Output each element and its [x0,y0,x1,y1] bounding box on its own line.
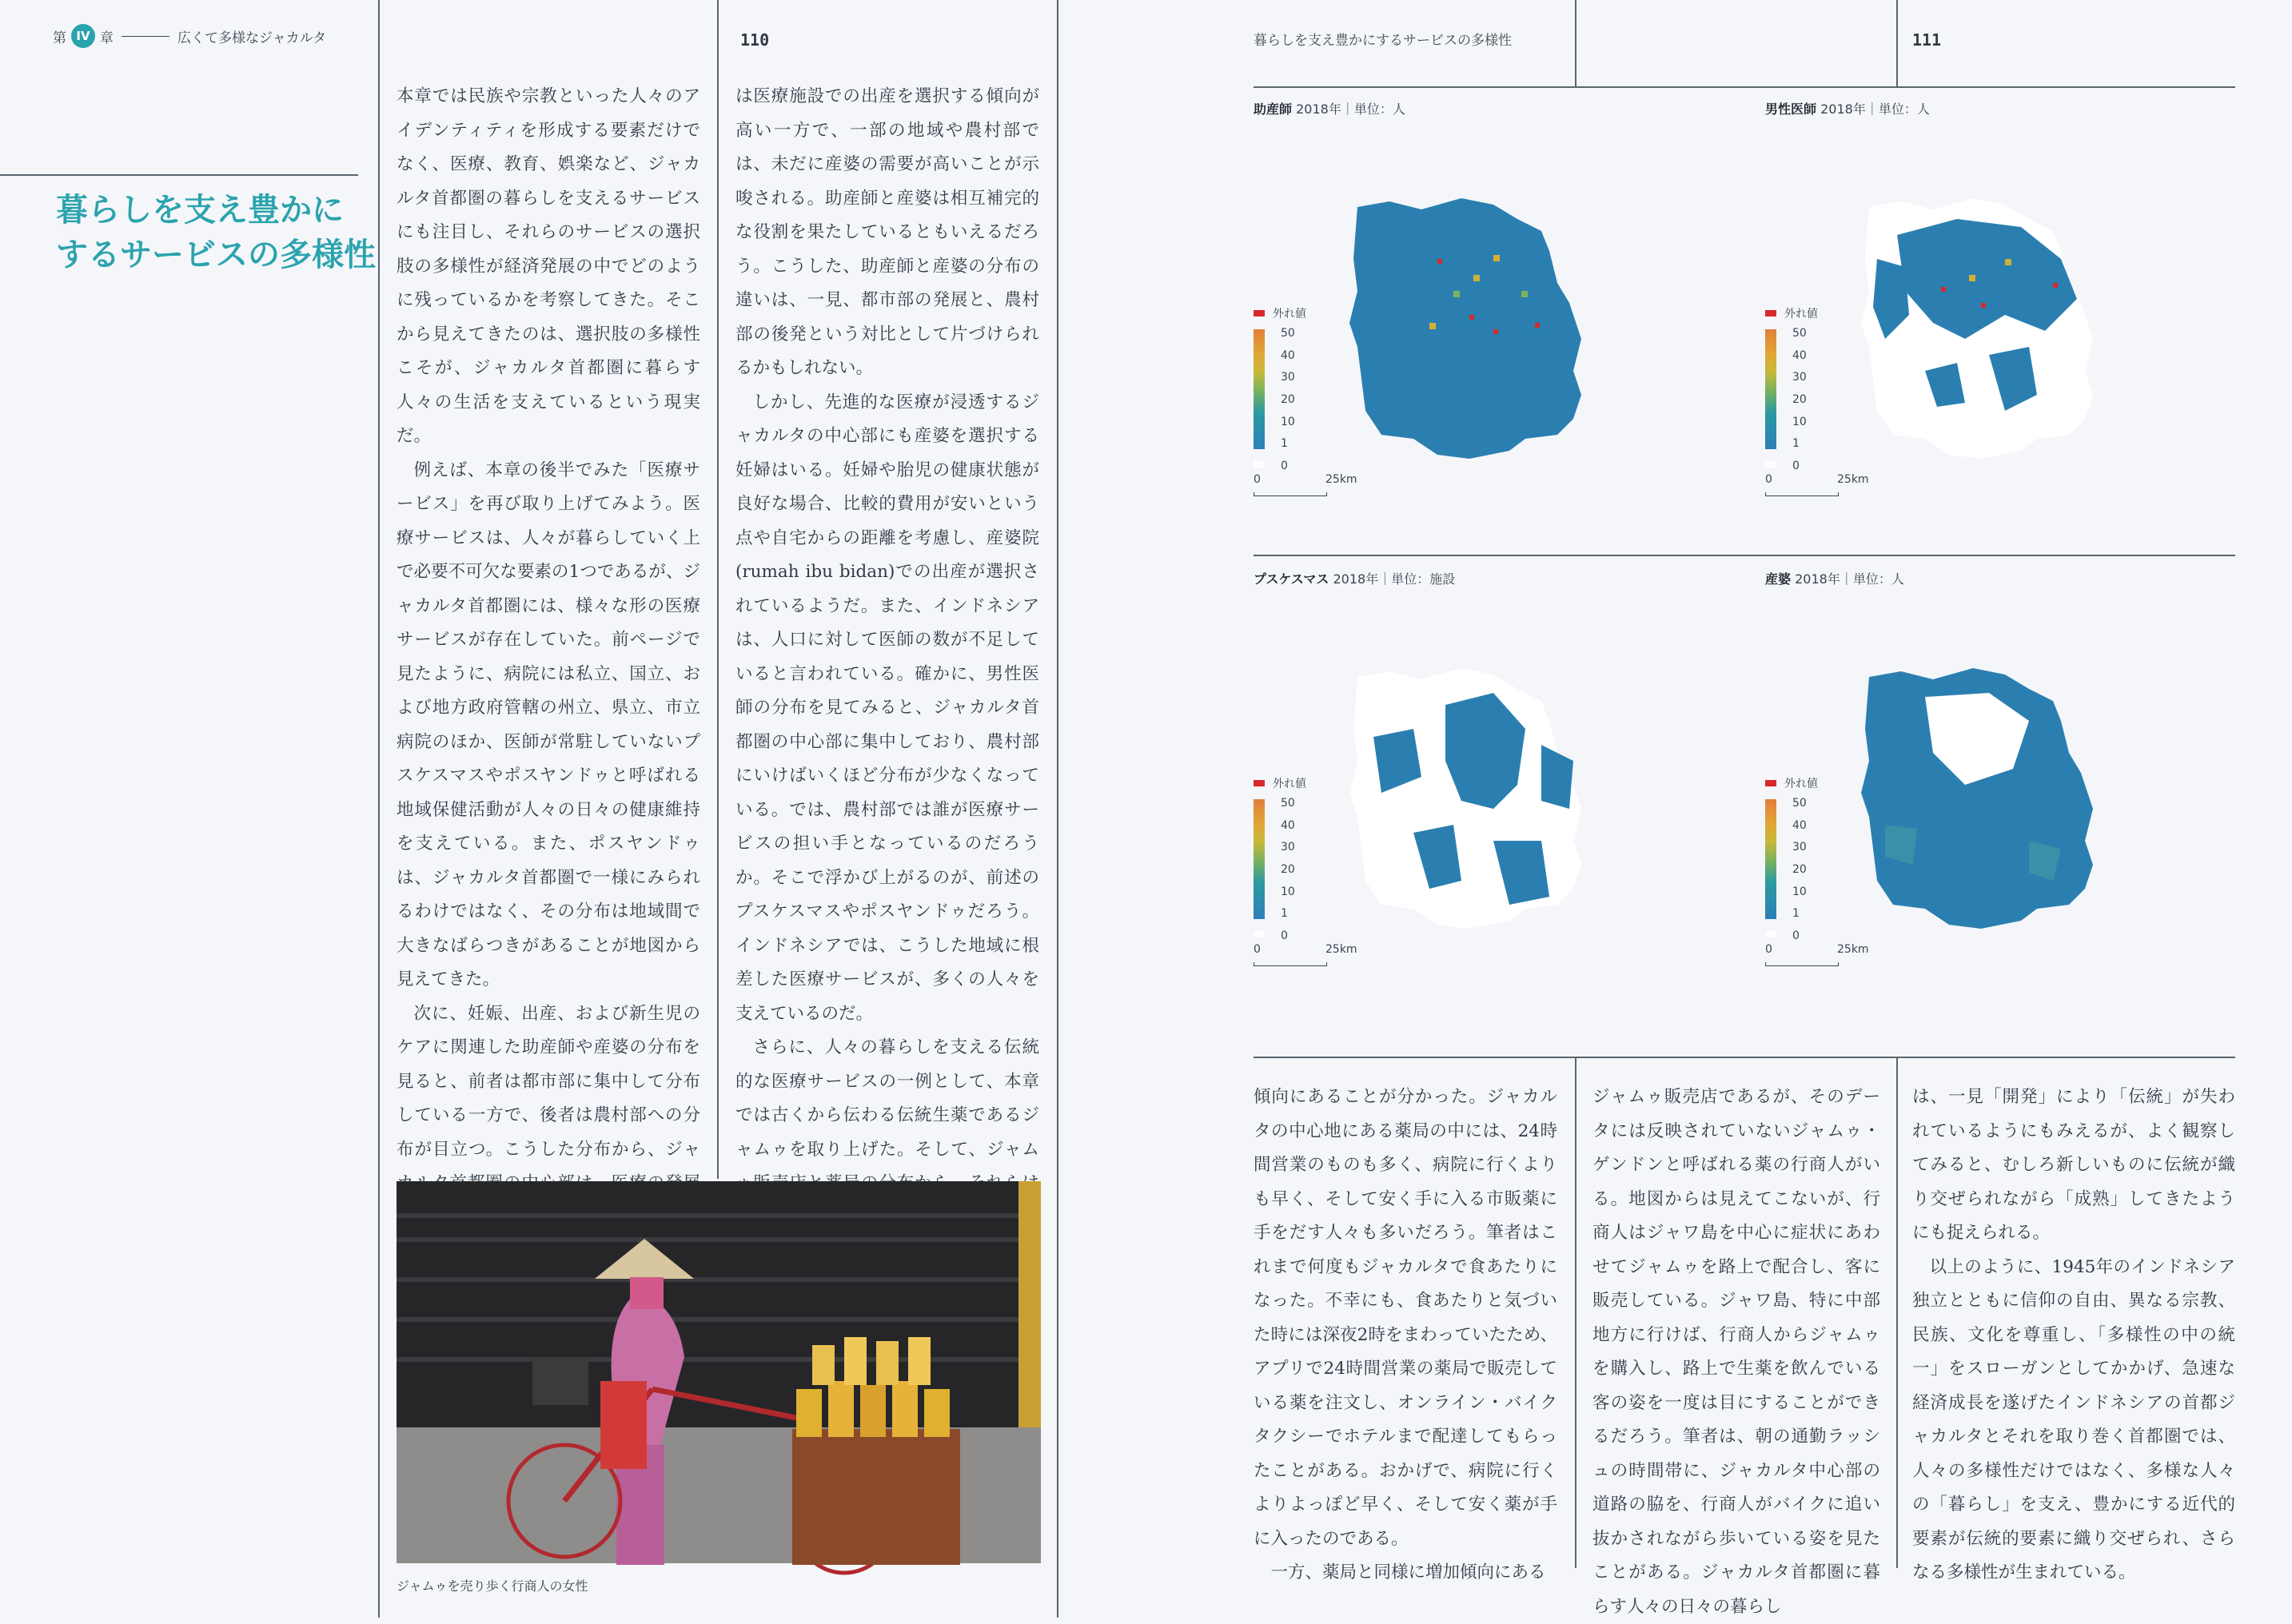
map-meta: 2018年｜単位：人 [1820,102,1930,117]
vendor-photo [397,1181,1041,1563]
legend-color-bar [1765,329,1776,449]
map-title [1254,569,1455,587]
legend-tick: 20 [1281,863,1295,877]
map-legend [1765,775,1829,943]
scale-end: 25km [1837,473,1869,486]
legend-tick: 20 [1281,393,1295,407]
legend-zero-swatch [1254,461,1265,468]
paragraph: しかし、先進的な医療が浸透するジャカルタの中心部にも産婆を選択する妊婦はいる。妊婦や胎児の健康状態が良好な場合、比較的費用が安いという点や自宅からの距離を考慮し、産婆院(rumah ibu bidan)での出産が選択されているようだ。また、インドネシアは、人口に対して医師の数が不足していると言われている。確かに、男性医師の分布を見てみると、ジャカルタ首都圏の中心部に集中しており、農村部にいけばいくほど分布が少なくなっている。では、農村部では誰が医療サービスの担い手となっているのだろうか。そこで浮かび上がるのが、前述のプスケスマスやポスヤンドゥだろう。インドネシアでは、こうした地域に根差した医療サービスが、多くの人々を支えているのだ。 [735,392,1039,1024]
legend-color-bar [1254,329,1265,449]
map-meta: 2018年｜単位：施設 [1333,571,1456,587]
column-rule [1896,1057,1898,1568]
chapter-number-badge: IV [71,24,95,48]
map-male-doctor [1765,131,2117,555]
paragraph: 傾向にあることが分かった。ジャカルタの中心地にある薬局の中には、24時間営業のものも多く、病院に行くよりも早く、そして安く手に入る市販薬に手をだす人々も多いだろう。筆者はこれまで何度もジャカルタで食あたりになった。不幸にも、食あたりと気づいた時には深夜2時をまわっていたため、アプリで24時間営業の薬局で販売している薬を注文し、オンライン・バイクタクシーでホテルまで配達してもらったことがある。おかげで、病院に行くよりよっぽど早く、そして安く薬が手に入ったのである。 [1254,1087,1557,1549]
body-column-3 [1254,1081,1557,1582]
legend-outlier-label: 外れ値 [1273,308,1306,320]
map-meta: 2018年｜単位：人 [1795,571,1904,587]
outlier-swatch [1765,780,1776,786]
map-legend [1254,775,1317,943]
map-name: 産婆 [1765,571,1792,587]
header-rule [1896,0,1898,86]
legend-tick: 30 [1281,371,1295,384]
section-title-line-2: するサービスの多様性 [56,237,376,273]
legend-color-bar [1254,799,1265,919]
map-title [1765,569,1904,587]
legend-tick: 1 [1792,437,1800,451]
header-underline [1254,86,2235,88]
paragraph: 例えば、本章の後半でみた「医療サービス」を再び取り上げてみよう。医療サービスは、人々が暮らしていく上で必要不可欠な要素の1つであるが、ジャカルタ首都圏には、様々な形の医療サービスが存在していた。前ページで見たように、病院には私立、国立、および地方政府管轄の州立、県立、市立病院のほか、医師が常駐していないプスケスマスやポスヤンドゥと呼ばれる地域保健活動が人々の日々の健康維持を支えている。また、ポスヤンドゥは、ジャカルタ首都圏で一様にみられるわけではなく、その分布は地域間で大きなばらつきがあることが地図から見えてきた。 [397,460,700,989]
map-title [1254,99,1405,117]
legend-tick: 10 [1281,885,1295,898]
body-column-5 [1912,1081,2235,1582]
page-number: 111 [1912,30,1942,50]
column-rule [1575,1057,1576,1568]
legend-tick: 30 [1281,841,1295,854]
outlier-swatch [1254,310,1265,316]
legend-tick: 40 [1792,818,1807,832]
legend-tick: 20 [1792,393,1807,407]
legend-tick: 20 [1792,863,1807,877]
legend-tick: 50 [1792,797,1807,810]
photo-caption: ジャムゥを売り歩く行商人の女性 [397,1578,588,1594]
maps-bottom-rule [1254,1057,2235,1058]
body-column-1 [397,80,700,1175]
map-panel-traditional-midwife [1765,569,2261,1017]
section-title-line-1: 暮らしを支え豊かに [56,192,344,229]
legend-outlier-label: 外れ値 [1784,308,1818,320]
map-name: 男性医師 [1765,102,1817,117]
paragraph: 次に、妊娠、出産、および新生児のケアに関連した助産師や産婆の分布を見ると、前者は都市部に集中して分布している一方で、後者は農村部への分布が目立つ。こうした分布から、ジャ [397,1003,700,1160]
scale-start: 0 [1254,473,1261,486]
paragraph: 一方、薬局と同様に増加傾向にある [1270,1562,1546,1582]
legend-tick: 30 [1792,841,1807,854]
map-puskesmas [1254,601,1605,1025]
legend-tick: 1 [1281,437,1288,451]
map-meta: 2018年｜単位：人 [1296,102,1405,117]
paragraph: 本章では民族や宗教といった人々のアイデンティティを形成する要素だけでなく、医療、教育、娯楽など、ジャカルタ首都圏の暮らしを支えるサービスにも注目し、それらのサービスの選択肢の多様性が経済発展の中でどのように残っているかを考察してきた。そこから見えてきたのは、選択肢の多様性こそが、ジャカルタ首都圏に暮らす人々の生活を支えているという現実だ。 [397,86,700,446]
legend-outlier-label: 外れ値 [1273,778,1306,790]
chapter-prefix: 第 [53,30,66,46]
right-column-rule [1057,0,1058,1618]
scale-end: 25km [1837,943,1869,956]
legend-zero-swatch [1765,461,1776,468]
legend-tick: 10 [1281,415,1295,428]
map-legend [1254,305,1317,473]
map-midwife [1254,131,1605,555]
running-header: 暮らしを支え豊かにするサービスの多様性 [1254,33,1512,49]
scale-end: 25km [1325,473,1357,486]
legend-tick: 10 [1792,885,1807,898]
legend-tick: 0 [1792,929,1800,943]
legend-color-bar [1765,799,1776,919]
map-panel-midwife [1254,99,1749,547]
legend-tick: 40 [1792,348,1807,362]
section-rule [0,174,358,176]
map-legend [1765,305,1829,473]
legend-tick: 50 [1281,327,1295,340]
paragraph: は医療施設での出産を選択する傾向が高い一方で、一部の地域や農村部では、未だに産婆の需要が高いことが示唆される。助産師と産婆は相互補完的な役割を果たしているともいえるだろう。こうした、助産師と産婆の分布の違いは、一見、都市部の発展と、農村部の後発という対比として片づけられるかもしれない。 [735,86,1039,378]
legend-tick: 50 [1281,797,1295,810]
paragraph: ジャムゥ販売店であるが、そのデータには反映されていないジャムゥ・ゲンドンと呼ばれる薬の行商人がいる。地図からは見えてこないが、行商人はジャワ島を中心に症状にあわせてジャムゥを路上で配合し、客に販売している。ジャワ島、特に中部地方に行けば、行商人からジャムゥを購入し、路上で生薬を飲んでいる客の姿を一度は目にすることができるだろう。筆者は、朝の通勤ラッシュの時間帯に、ジャカルタ中心部の道路の脇を、行商人がバイクに追い抜かされながら歩いている姿を見たことがある。ジャカルタ首都圏に暮らす人々の日々の暮らし [1592,1087,1880,1617]
body-column-4 [1592,1081,1880,1617]
map-name: プスケスマス [1254,571,1329,587]
page-number: 110 [740,30,770,50]
scale-end: 25km [1325,943,1357,956]
chapter-suffix: 章 [100,30,114,46]
paragraph: さらに、人々の暮らしを支える伝統的な医療サービスの一例として、本章では古くから伝わる伝統生薬であるジャムゥを取り上げた。そして、ジャム [735,1037,1039,1160]
legend-tick: 10 [1792,415,1807,428]
scale-start: 0 [1254,943,1261,956]
legend-zero-swatch [1765,931,1776,937]
paragraph: 以上のように、1945年のインドネシア独立とともに信仰の自由、異なる宗教、民族、文化を尊重し、「多様性の中の統一」をスローガンとしてかかげ、急速な経済成長を遂げたインドネシアの首都ジャカルタとそれを取り巻く首都圏では、人々の多様性だけではなく、多様な人々の「暮らし」を支え、豊かにする近代的要素が伝統的要素に織り交ぜられ、さらなる多様性が生まれている。 [1912,1256,2235,1582]
outlier-swatch [1254,780,1265,786]
legend-zero-swatch [1254,931,1265,937]
legend-tick: 50 [1792,327,1807,340]
legend-tick: 1 [1281,907,1288,921]
body-column-2 [735,80,1039,1175]
paragraph: は、一見「開発」により「伝統」が失われているようにもみえるが、よく観察してみると、むしろ新しいものに伝統が織り交ぜられながら「成熟」してきたようにも捉えられる。 [1912,1087,2235,1243]
scale-start: 0 [1765,473,1772,486]
scale-start: 0 [1765,943,1772,956]
legend-tick: 40 [1281,348,1295,362]
map-title [1765,99,1930,117]
left-column-rule [378,0,380,1618]
legend-tick: 40 [1281,818,1295,832]
legend-tick: 30 [1792,371,1807,384]
legend-outlier-label: 外れ値 [1784,778,1818,790]
section-title [56,188,376,277]
map-panel-male-doctor [1765,99,2261,547]
chapter-header [53,24,326,48]
legend-tick: 0 [1281,460,1288,473]
map-traditional-midwife [1765,601,2117,1025]
chapter-title: 広くて多様なジャカルタ [177,30,326,46]
outlier-swatch [1765,310,1776,316]
middle-column-rule [717,0,719,1179]
maps-divider [1254,555,2235,556]
legend-tick: 0 [1792,460,1800,473]
legend-tick: 1 [1792,907,1800,921]
header-rule [1575,0,1576,86]
legend-tick: 0 [1281,929,1288,943]
map-name: 助産師 [1254,102,1293,117]
map-panel-puskesmas [1254,569,1749,1017]
chapter-divider [122,36,169,37]
